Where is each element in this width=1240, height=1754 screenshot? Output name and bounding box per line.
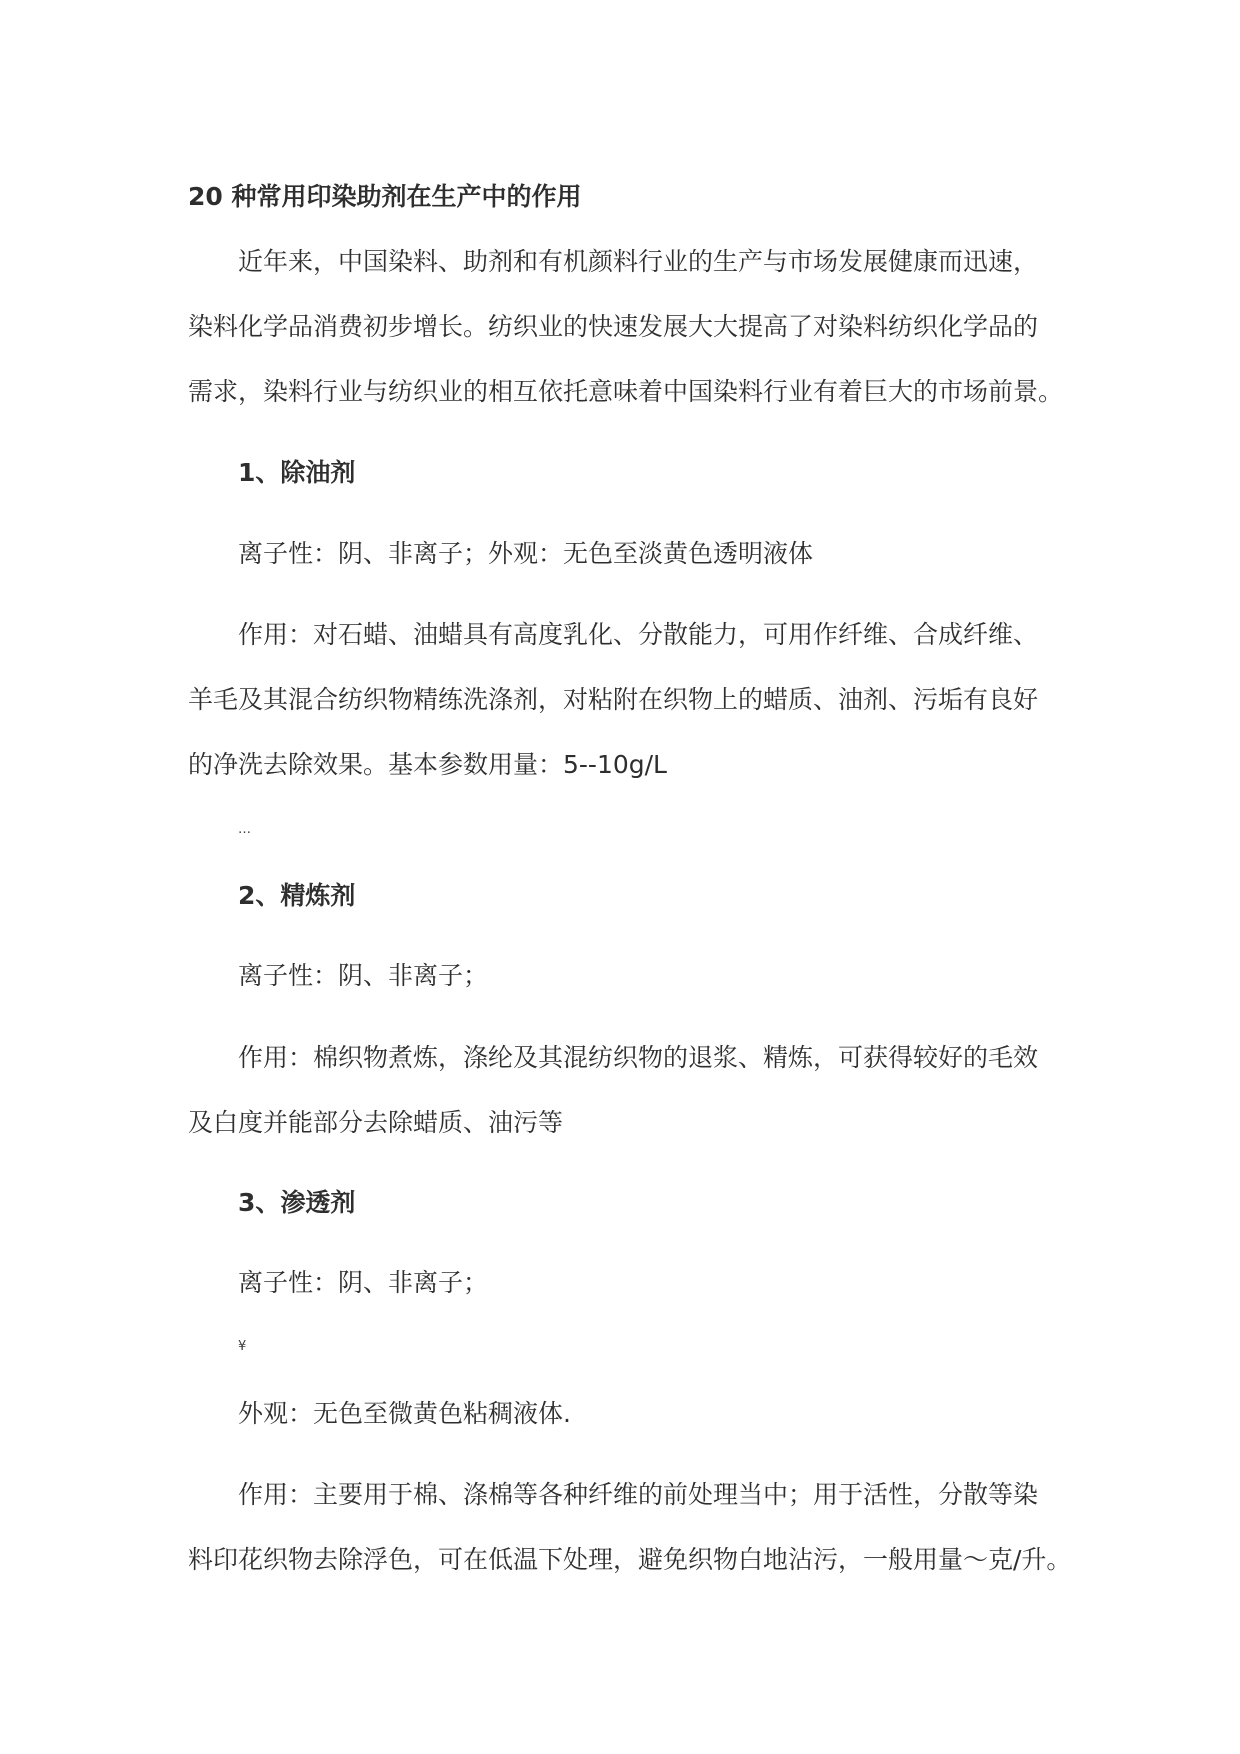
section-heading: 3、渗透剂 bbox=[238, 1188, 356, 1217]
section-function-line: 作用：棉织物煮炼，涤纶及其混纺织物的退浆、精炼，可获得较好的毛效 bbox=[238, 1043, 1039, 1072]
section-function-line: 的净洗去除效果。基本参数用量：5--10g/L bbox=[188, 750, 667, 779]
section-properties: 离子性：阴、非离子；外观：无色至淡黄色透明液体 bbox=[238, 539, 814, 568]
section-function-line: 及白度并能部分去除蜡质、油污等 bbox=[188, 1108, 564, 1137]
section-function-line: 作用：主要用于棉、涤棉等各种纤维的前处理当中；用于活性，分散等染 bbox=[238, 1480, 1039, 1509]
section-heading: 1、除油剂 bbox=[238, 458, 356, 487]
intro-line: 近年来，中国染料、助剂和有机颜料行业的生产与市场发展健康而迅速， bbox=[238, 247, 1039, 276]
stray-mark: ¥ bbox=[238, 1339, 247, 1354]
section-appearance: 外观：无色至微黄色粘稠液体. bbox=[238, 1399, 571, 1428]
intro-line: 染料化学品消费初步增长。纺织业的快速发展大大提高了对染料纺织化学品的 bbox=[188, 312, 1039, 341]
section-function-line: 料印花织物去除浮色，可在低温下处理，避免织物白地沾污，一般用量～克/升。 bbox=[188, 1545, 1072, 1574]
section-heading: 2、精炼剂 bbox=[238, 881, 356, 910]
intro-line: 需求，染料行业与纺织业的相互依托意味着中国染料行业有着巨大的市场前景。 bbox=[188, 377, 1064, 406]
section-properties: 离子性：阴、非离子； bbox=[238, 961, 489, 990]
document-title: 20 种常用印染助剂在生产中的作用 bbox=[188, 182, 582, 211]
section-function-line: 作用：对石蜡、油蜡具有高度乳化、分散能力，可用作纤维、合成纤维、 bbox=[238, 620, 1039, 649]
stray-mark: … bbox=[238, 822, 251, 837]
section-function-line: 羊毛及其混合纺织物精练洗涤剂，对粘附在织物上的蜡质、油剂、污垢有良好 bbox=[188, 685, 1039, 714]
section-properties: 离子性：阴、非离子； bbox=[238, 1268, 489, 1297]
